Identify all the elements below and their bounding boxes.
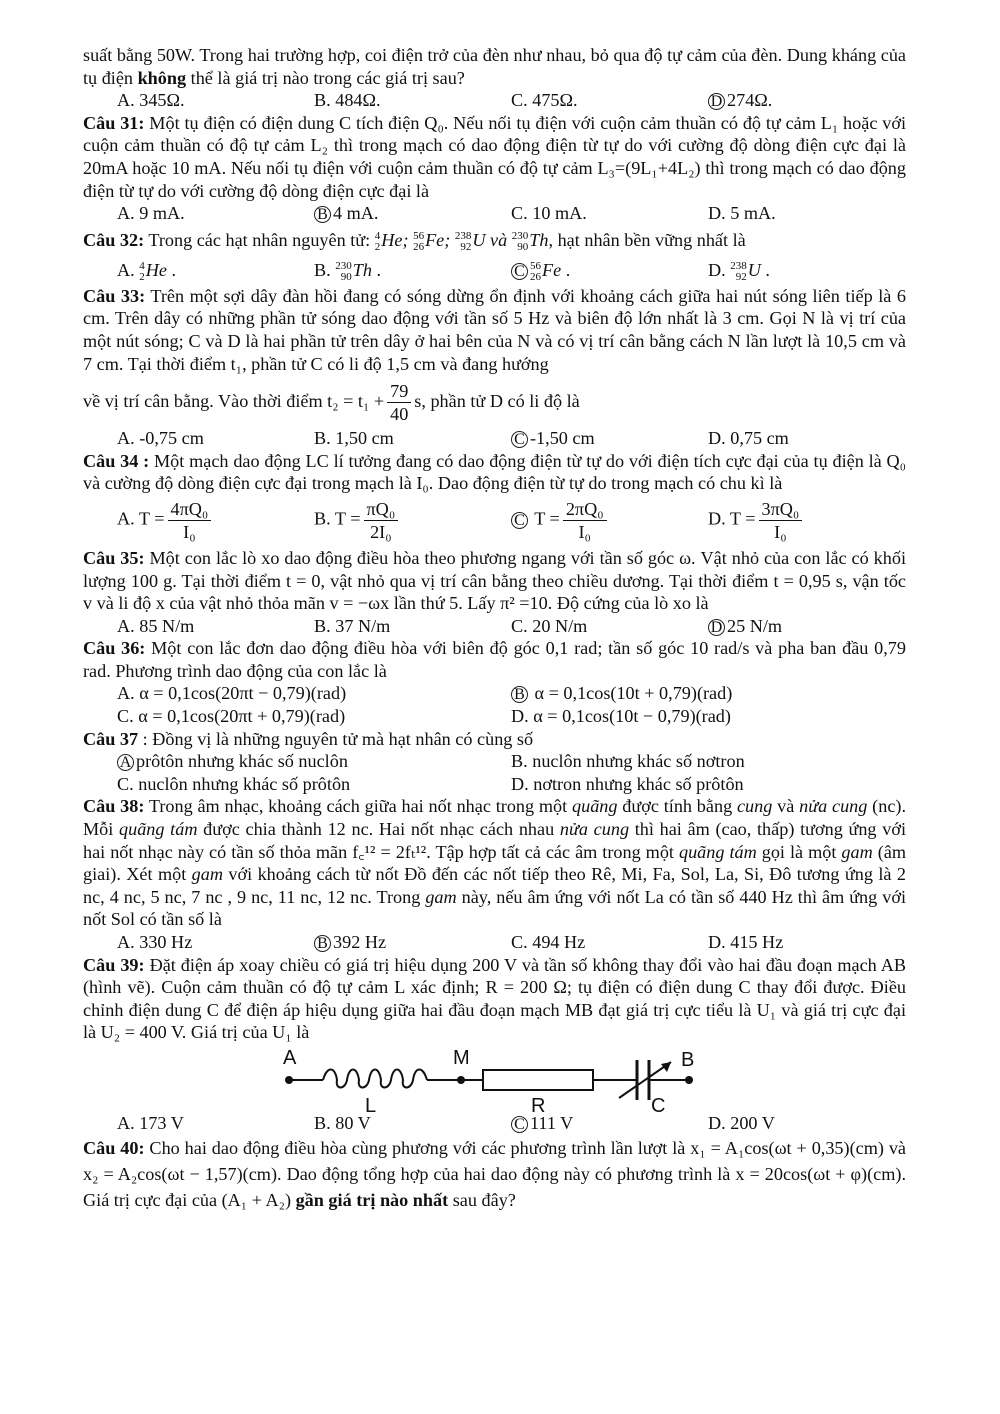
question-label: Câu 32:	[83, 229, 145, 250]
question-32: Câu 32: Trong các hạt nhân nguyên tử: 4 2 He; 56 26 Fe; 238 92 U và 230 90 Th, hạt nhân bền vững nhất là	[83, 229, 746, 253]
circled-answer-mark: D	[708, 619, 725, 636]
answer-a[interactable]: A. 9 mA.	[117, 203, 185, 224]
label-r: R	[531, 1094, 546, 1117]
answer-c[interactable]: C 111 V	[511, 1112, 708, 1135]
answer-a[interactable]: A. -0,75 cm	[117, 428, 204, 449]
label-a: A	[283, 1046, 297, 1069]
label-b: B	[681, 1048, 695, 1071]
q37-answers-row2	[117, 773, 906, 796]
question-38: Câu 38: Trong âm nhạc, khoảng cách giữa hai nốt nhạc trong một quãng được tính bằng cung và nửa cung (nc). Mỗi quãng tám được chia thành 12 nc. Hai nốt nhạc cách nhau nửa cung thì hai âm (cao, thấp) tương ứng với hai nốt nhạc này có tần số thỏa mãn f꜀¹² = 2fₜ¹². Tập hợp tất cả các âm trong một quãng tám gọi là một gam (âm giai). Xét một gam với khoảng cách từ nốt Đồ đến các nốt tiếp theo Rê, Mi, Fa, Sol, La, Si, Đô tương ứng là 2 nc, 4 nc, 5 nc, 7 nc , 9 nc, 11 nc, 12 nc. Trong gam này, nếu âm ứng với nốt La có tần số 440 Hz thì âm ứng với nốt Sol có tần số là	[83, 796, 907, 930]
question-text: Một tụ điện có điện dung C tích điện Q₀. Nếu nối tụ điện với cuộn cảm thuần có độ tự cảm L₁ hoặc với cuộn cảm thuần có độ tự cảm L₂ thì trong mạch có dao động điện từ tự do với cường độ dòng điện cực đại là 20mA hoặc 10 mA. Nếu nối tụ điện với cuộn cảm thuần có độ tự cảm L₃=(9L₁+4L₂) thì trong mạch có dao động điện từ tự do với cường độ dòng điện cực đại là	[83, 112, 907, 201]
q34-answers	[117, 495, 906, 547]
answer-b[interactable]: B. 37 N/m	[314, 615, 391, 636]
q31-answers	[117, 202, 906, 225]
question-label: Câu 40:	[83, 1137, 145, 1158]
q32-answers	[117, 255, 906, 285]
question-34: Câu 34 : Một mạch dao động LC lí tưởng đang có dao động điện từ tự do với điện tích cực đại của tụ điện là Q₀ và cường độ dòng điện cực đại trong mạch là I₀. Dao động điện từ tự do trong mạch có chu kì là	[83, 450, 907, 494]
circuit-svg	[273, 1046, 713, 1118]
question-39: Câu 39: Đặt điện áp xoay chiều có giá trị hiệu dụng 200 V và tần số không thay đổi vào hai đầu đoạn mạch AB (hình vẽ). Cuộn cảm thuần có độ tự cảm L xác định; R = 200 Ω; tụ điện có điện dung C thay đổi được. Điều chỉnh điện dung C để điện áp hiệu dụng giữa hai đầu đoạn mạch MB đạt giá trị cực tiểu là U₁ và giá trị cực đại là U₂ = 400 V. Giá trị của U₁ là	[83, 954, 906, 1043]
node-m	[457, 1076, 465, 1084]
answer-b[interactable]: B. 80 V	[314, 1112, 371, 1133]
answer-b[interactable]: B. 230 90 Th .	[314, 259, 382, 283]
circled-answer-mark: B	[314, 935, 331, 952]
circled-answer-mark: B	[511, 686, 528, 703]
answer-b[interactable]: B 4 mA.	[314, 202, 511, 225]
answer-d[interactable]: D. nơtron nhưng khác số prôtôn	[511, 773, 744, 794]
answer-c[interactable]: C. 475Ω.	[511, 90, 578, 111]
question-37: Câu 37 : Đồng vị là những nguyên tử mà hạt nhân có cùng số	[83, 728, 534, 749]
question-31	[83, 112, 906, 202]
answer-a[interactable]: A. α = 0,1cos(20πt − 0,79)(rad)	[117, 683, 347, 704]
circled-answer-mark: C	[511, 263, 528, 280]
q33-continuation: về vị trí cân bằng. Vào thời điểm t₂ = t₁ + $\frac{79}{40}$ s, phần tử D có li độ là	[83, 381, 580, 425]
isotope-th: 230 90	[511, 229, 529, 253]
exam-page	[83, 44, 906, 1213]
question-label: Câu 34 :	[83, 450, 150, 471]
intro-text: suất bằng 50W. Trong hai trường hợp, coi điện trở của đèn như nhau, bỏ qua độ tự cảm của đèn. Dung kháng của tụ điện không thể là giá trị nào trong các giá trị sau?	[83, 45, 907, 88]
question-33: Câu 33: Trên một sợi dây đàn hồi đang có sóng dừng ổn định với khoảng cách giữa hai nút sóng liên tiếp là 6 cm. Trên dây có những phần tử sóng dao động với tần số 5 Hz và biên độ lớn nhất là 3 cm. Gọi N là vị trí của một nút sóng; C và D là hai phần tử trên dây ở hai bên của N và có vị trí cân bằng cách N lần lượt là 10,5 cm và 7 cm. Tại thời điểm t₁, phần tử C có li độ 1,5 cm và đang hướng	[83, 285, 907, 374]
answer-a[interactable]: A. T = $\frac{\text{4πQ₀}}{\text{I₀}}$	[117, 498, 314, 543]
answer-d[interactable]: D 274Ω.	[708, 89, 905, 112]
answer-a[interactable]: A. 330 Hz	[117, 932, 193, 952]
answer-b[interactable]: B 392 Hz	[314, 931, 511, 954]
answer-d[interactable]: D. T = $\frac{\text{3πQ₀}}{\text{I₀}}$	[708, 498, 905, 543]
isotope-u: 238 92	[454, 229, 472, 253]
answer-c[interactable]: C. 494 Hz	[511, 932, 586, 952]
answer-c[interactable]: C T = $\frac{\text{2πQ₀}}{\text{I₀}}$	[511, 498, 708, 543]
circled-answer-mark: C	[511, 1116, 528, 1133]
label-l: L	[365, 1094, 377, 1117]
question-40: Câu 40: Cho hai dao động điều hòa cùng phương với các phương trình lần lượt là x₁ = A₁cos(ωt + 0,35)(cm) và x₂ = A₂cos(ωt − 1,57)(cm). Dao động tổng hợp của hai dao động này có phương trình là x = 20cos(ωt + φ)(cm). Giá trị cực đại của (A₁ + A₂) gần giá trị nào nhất sau đây?	[83, 1137, 907, 1210]
circled-answer-mark: A	[117, 754, 134, 771]
terminal-b	[685, 1076, 693, 1084]
answer-b[interactable]: B. 484Ω.	[314, 90, 381, 111]
answer-d[interactable]: D. 200 V	[708, 1112, 775, 1133]
q33-answers	[117, 427, 906, 450]
fraction: $\frac{79}{40}$	[387, 380, 411, 425]
answer-d[interactable]: D. α = 0,1cos(10t − 0,79)(rad)	[511, 706, 731, 727]
answer-b[interactable]: B. nuclôn nhưng khác số nơtron	[511, 751, 745, 772]
answer-b[interactable]: B. T = $\frac{\text{πQ₀}}{\text{2I₀}}$	[314, 498, 511, 543]
q38-answers	[117, 931, 906, 954]
q36-answers-row1	[117, 682, 906, 705]
question-label: Câu 39:	[83, 954, 145, 975]
label-c: C	[651, 1094, 666, 1117]
q37-answers-row1	[117, 750, 906, 773]
question-35: Câu 35: Một con lắc lò xo dao động điều hòa theo phương ngang với tần số góc ω. Vật nhỏ của con lắc có khối lượng 100 g. Tại thời điểm t = 0, vật nhỏ qua vị trí cân bằng theo chiều dương. Tại thời điểm t = 0,95 s, vận tốc v và li độ x của vật nhỏ thỏa mãn v = −ωx lần thứ 5. Lấy π² =10. Độ cứng của lò xo là	[83, 547, 906, 614]
answer-a[interactable]: A prôtôn nhưng khác số nuclôn	[117, 750, 511, 773]
answer-d[interactable]: D. 415 Hz	[708, 932, 784, 952]
q35-answers	[117, 615, 906, 638]
question-label: Câu 31:	[83, 112, 145, 133]
answer-c[interactable]: C. α = 0,1cos(20πt + 0,79)(rad)	[117, 706, 346, 727]
answer-d[interactable]: D 25 N/m	[708, 615, 905, 638]
answer-a[interactable]: A. 173 V	[117, 1112, 184, 1133]
answer-d[interactable]: D. 238 92 U .	[708, 259, 770, 283]
answer-c[interactable]: C -1,50 cm	[511, 427, 708, 450]
answer-a[interactable]: A. 85 N/m	[117, 615, 195, 636]
label-m: M	[453, 1046, 470, 1069]
answer-c[interactable]: C. 10 mA.	[511, 203, 587, 224]
answer-a[interactable]: A. 4 2 He .	[117, 259, 177, 283]
resistor	[483, 1070, 593, 1090]
answer-b[interactable]: B α = 0,1cos(10t + 0,79)(rad)	[511, 682, 905, 705]
answer-c[interactable]: C. 20 N/m	[511, 615, 588, 636]
answer-c[interactable]: C. nuclôn nhưng khác số prôtôn	[117, 773, 351, 794]
question-label: Câu 36:	[83, 638, 146, 659]
question-label: Câu 37	[83, 728, 139, 749]
circled-answer-mark: D	[708, 93, 725, 110]
question-label: Câu 38:	[83, 796, 145, 817]
answer-c[interactable]: C 56 26 Fe .	[511, 255, 708, 285]
answer-a[interactable]: A. 345Ω.	[117, 90, 185, 111]
question-label: Câu 35:	[83, 547, 145, 568]
circled-answer-mark: B	[314, 206, 331, 223]
intro-answers	[117, 89, 906, 112]
circuit-diagram	[83, 1046, 906, 1117]
isotope-he: 4 2	[374, 229, 381, 253]
answer-d[interactable]: D. 0,75 cm	[708, 428, 789, 449]
inductor-coil	[323, 1069, 427, 1087]
circled-answer-mark: C	[511, 431, 528, 448]
answer-d[interactable]: D. 5 mA.	[708, 203, 776, 224]
answer-b[interactable]: B. 1,50 cm	[314, 428, 394, 449]
question-label: Câu 33:	[83, 285, 146, 306]
circled-answer-mark: C	[511, 512, 528, 529]
question-36: Câu 36: Một con lắc đơn dao động điều hòa với biên độ góc 0,1 rad; tần số góc 10 rad/s và pha ban đầu 0,79 rad. Phương trình dao động của con lắc là	[83, 638, 906, 681]
q36-answers-row2	[117, 705, 906, 728]
isotope-fe: 56 26	[413, 229, 425, 253]
